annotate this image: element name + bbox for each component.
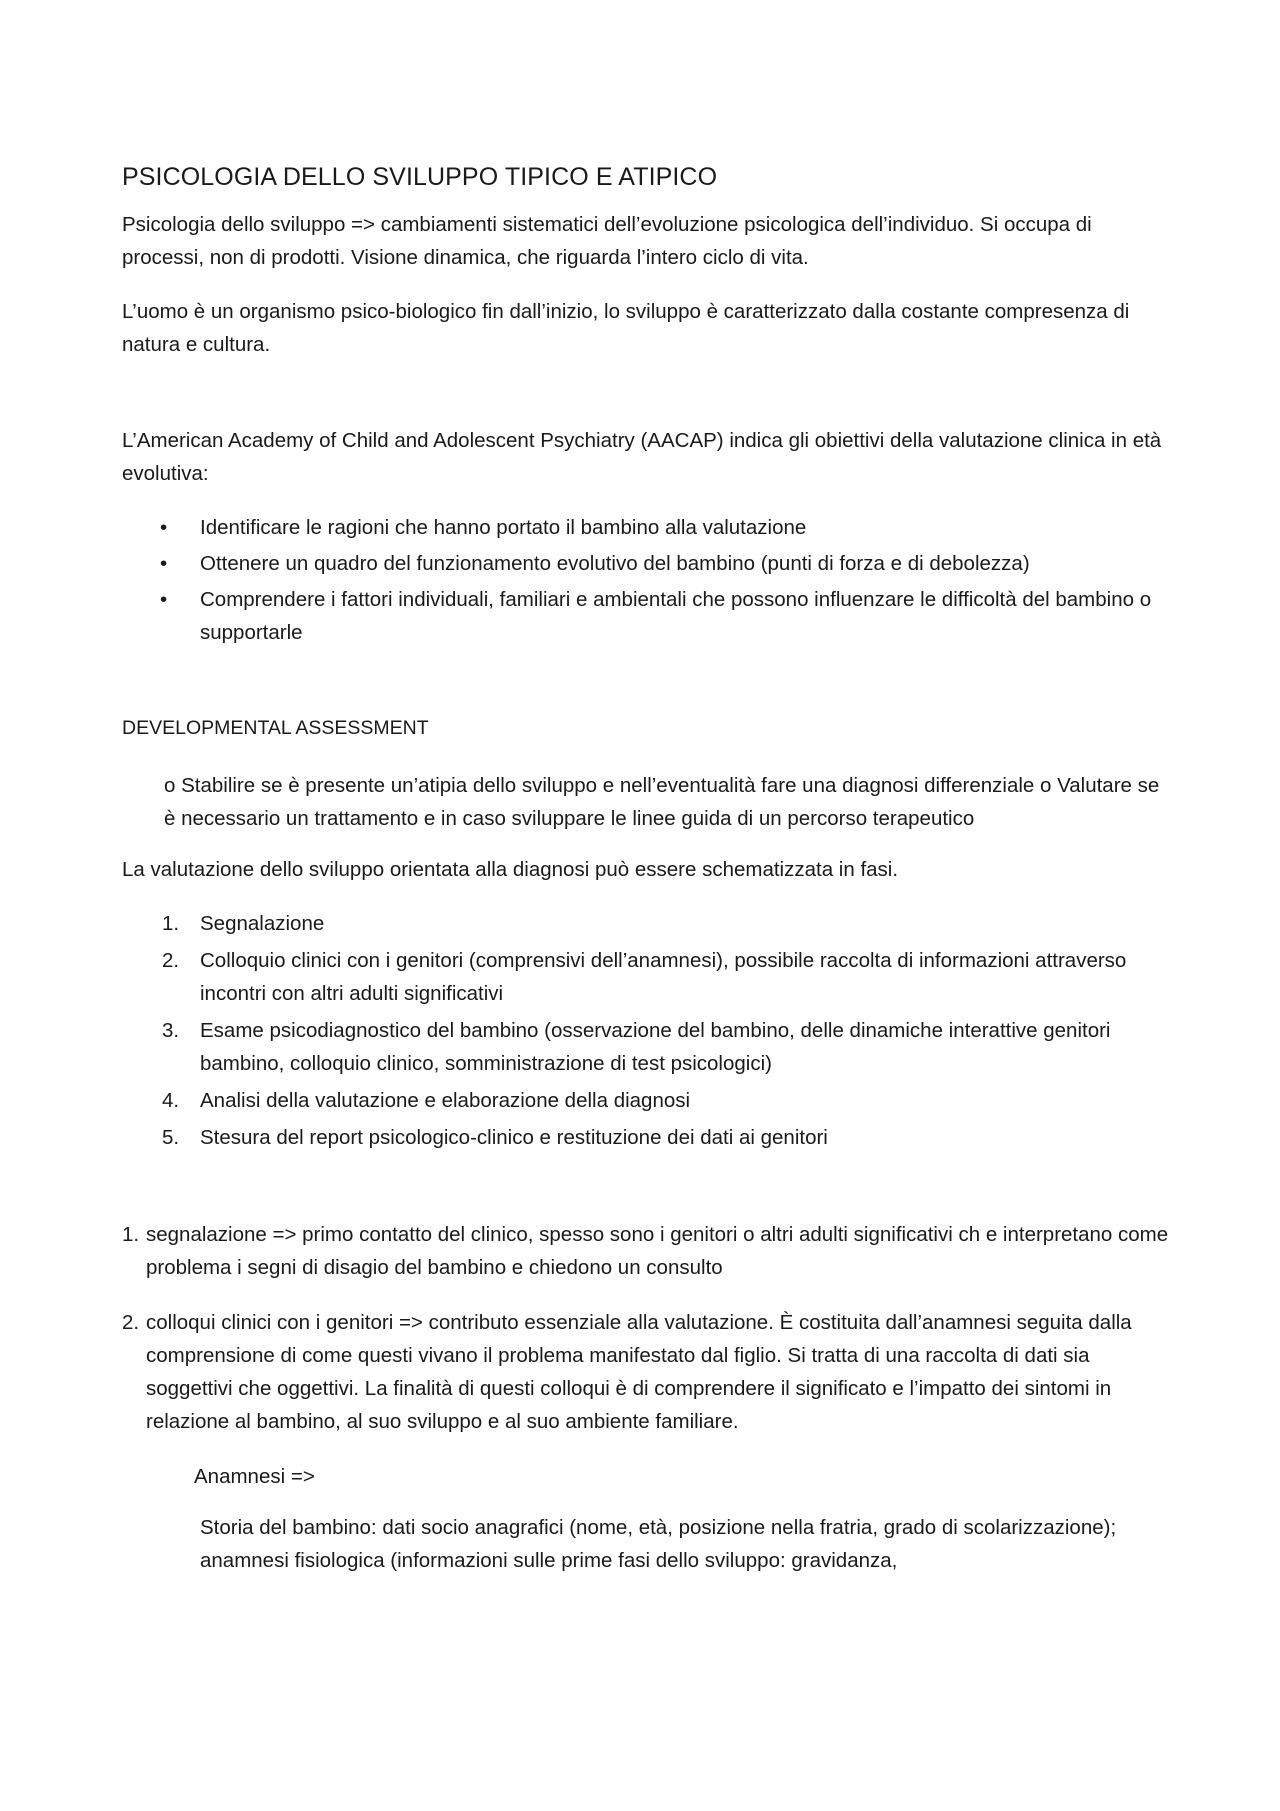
anamnesi-label: Anamnesi => [194,1465,315,1488]
document-title: PSICOLOGIA DELLO SVILUPPO TIPICO E ATIPICO [122,163,718,191]
list-item-text: Stesura del report psicologico-clinico e restituzione dei dati ai genitori [200,1126,828,1149]
list-item [122,1084,1170,1117]
list-item [122,1014,1170,1080]
list-number: 5. [162,1126,180,1149]
list-item-text: Analisi della valutazione e elaborazione della diagnosi [200,1089,691,1112]
bullet-icon: • [160,588,168,611]
list-number: 3. [162,1019,180,1042]
paragraph-organism: L’uomo è un organismo psico-biologico fin dall’inizio, lo sviluppo è caratterizzato dalla costante compresenza di natura e cultura. [122,300,1130,356]
bullet-icon: • [160,552,168,575]
paragraph-phases-intro: La valutazione dello sviluppo orientata alla diagnosi può essere schematizzata in fasi. [122,858,899,881]
list-item [122,1218,1170,1284]
list-item [122,547,1170,580]
list-number: 1. [122,1223,140,1246]
list-item-text: Identificare le ragioni che hanno portato il bambino alla valutazione [200,516,807,539]
list-item [122,1121,1170,1154]
list-item [122,907,1170,940]
list-number: 2. [122,1311,140,1334]
aacap-goals-list [122,511,1170,649]
spacer [122,652,1170,712]
bullet-icon: • [160,516,168,539]
paragraph-aacap: L’American Academy of Child and Adolescent Psychiatry (AACAP) indica gli obiettivi della valutazione clinica in età evolutiva: [122,429,1162,485]
section-heading: DEVELOPMENTAL ASSESSMENT [122,717,429,739]
list-item-text: colloqui clinici con i genitori => contributo essenziale alla valutazione. È costituita dall’anamnesi seguita dalla comprensione di come questi vivano il problema manifestato dal figlio. Si tratta di una raccolta di dati sia soggettivi che oggettivi. La finalità di questi colloqui è di comprendere il significato e l’impatto dei sintomi in relazione al bambino, al suo sviluppo e al suo ambiente familiare. [146,1311,1132,1433]
list-number: 2. [162,949,180,972]
list-number: 1. [162,912,180,935]
list-item-text: Ottenere un quadro del funzionamento evolutivo del bambino (punti di forza e di debolezza) [200,552,1030,575]
list-item [122,511,1170,544]
storia-paragraph: Storia del bambino: dati socio anagrafici (nome, età, posizione nella fratria, grado di scolarizzazione); anamnesi fisiologica (informazioni sulle prime fasi dello sviluppo: gravidanza, [200,1516,1117,1572]
list-number: 4. [162,1089,180,1112]
list-item-text: Colloquio clinici con i genitori (comprensivi dell’anamnesi), possibile raccolta di informazioni attraverso incontri con altri adulti significativi [200,949,1127,1005]
document-body [122,160,1170,1577]
spacer [122,382,1170,424]
phase-details-list [122,1218,1170,1438]
list-item-text: Comprendere i fattori individuali, familiari e ambientali che possono influenzare le difficoltà del bambino o supportarle [200,588,1152,644]
list-item [122,583,1170,649]
phases-list [122,907,1170,1154]
list-item [122,1306,1170,1438]
assessment-objectives: o Stabilire se è presente un’atipia dello sviluppo e nell’eventualità fare una diagnosi differenziale o Valutare se è necessario un trattamento e in caso sviluppare le linee guida di un percorso terapeutico [164,774,1160,830]
list-item [122,944,1170,1010]
list-item-text: Esame psicodiagnostico del bambino (osservazione del bambino, delle dinamiche interattive genitori bambino, colloquio clinico, somministrazione di test psicologici) [200,1019,1111,1075]
list-item-text: Segnalazione [200,912,325,935]
paragraph-definition: Psicologia dello sviluppo => cambiamenti sistematici dell’evoluzione psicologica dell’individuo. Si occupa di processi, non di prodotti. Visione dinamica, che riguarda l’intero ciclo di vita. [122,213,1092,269]
spacer [122,1158,1170,1218]
list-item-text: segnalazione => primo contatto del clinico, spesso sono i genitori o altri adulti significativi ch e interpretano come problema i segni di disagio del bambino e chiedono un consulto [146,1223,1169,1279]
